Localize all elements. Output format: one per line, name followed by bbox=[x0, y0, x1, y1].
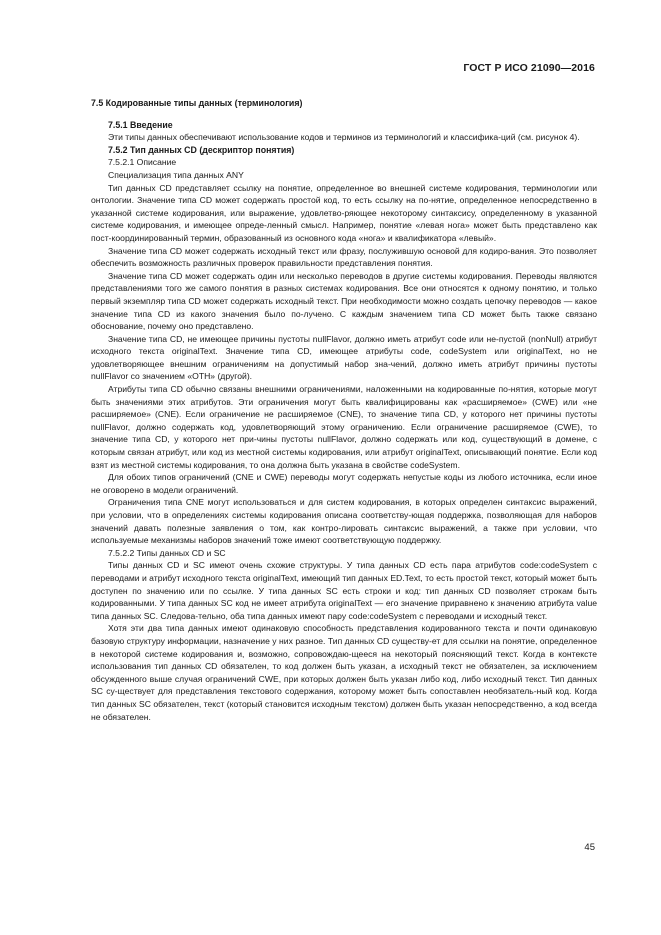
subsection-heading-7-5-2-2: 7.5.2.2 Типы данных CD и SC bbox=[108, 547, 226, 558]
paragraph-9: Хотя эти два типа данных имеют одинаковую способность представления кодированного текста и почти одинаковую базовую структуру информации, назначение у них разное. Тип данных CD существу-ет для ссылки на понятие, определенное в некоторой системе кодирования и, возможно, сопровождаю-щееся на некоторый поясняющий текст. Когда в контексте использования тип данных CD обязателен, то код должен быть указан, а исходный текст не обязателен, за исключением обсужденного выше случая ограничений CWE, при которых должен быть указан либо код, либо исходный текст. Тип данных SC су-ществует для представления текстового содержания, которому может быть сопоставлен необязатель-ный код. Когда тип данных SC обязателен, текст (который становится исходным текстом) должен быть указан непосредственно, а код всегда не обязателен. bbox=[91, 623, 597, 722]
subsection-heading-7-5-2-1: 7.5.2.1 Описание bbox=[108, 157, 177, 168]
paragraph-2: Значение типа CD может содержать исходный текст или фразу, послужившую основой для кодиро-вания. Это позволяет обеспечить возможность различных проверок правильности представления понятия. bbox=[91, 245, 597, 269]
document-body bbox=[91, 97, 597, 723]
section-heading-7-5: 7.5 Кодированные типы данных (терминология) bbox=[91, 98, 303, 108]
paragraph-7: Ограничения типа CNE могут использоваться и для систем кодирования, в которых определен синтаксис выражений, при условии, что в определениях системы кодирования описана соответству-ющая поддержка, позволяющая для наборов значений давать полезные заявления о том, как контро-лировать синтаксис выражений, а также при условии, что используемые механизмы наборов значений тоже имеют соответствующую поддержку. bbox=[91, 497, 597, 546]
paragraph-1: Тип данных CD представляет ссылку на понятие, определенное во внешней системе кодирования, терминологии или онтологии. Значение типа CD может содержать простой код, то есть ссылку на по-нятие, определенное непосредственно в указанной системе кодирования, или выражение, удовлетво-ряющее некоторому синтаксису, определенному в указанной системе кодирования, и имеющее опреде-ленный смысл. Например, понятие «левая нога» может быть представлено как пост-координированный термин, образованный из основного кода «нога» и квалификатора «левый». bbox=[91, 182, 597, 243]
specialization-line: Специализация типа данных ANY bbox=[108, 169, 244, 180]
standard-header: ГОСТ Р ИСО 21090—2016 bbox=[463, 62, 595, 74]
paragraph-8: Типы данных CD и SC имеют очень схожие структуры. У типа данных CD есть пара атрибутов code:codeSystem с переводами и атрибут исходного текста originalText, имеющий тип данных ED.Text, то есть простой текст, который может быть доступен по значению или по ссылке. У типа данных SC есть строки и код: тип данных CD позволяет строкам быть кодированными. У типа данных SC код не имеет атрибута originalText — его значение приравнено к значению атрибута value типа данных SC. Следова-тельно, оба типа данных имеют пару code:codeSystem с переводами и исходный текст. bbox=[91, 560, 597, 621]
page-number: 45 bbox=[584, 842, 595, 853]
paragraph-5: Атрибуты типа CD обычно связаны внешними ограничениями, наложенными на кодированные по-нятия, которые могут быть значениями этих атрибутов. Эти ограничения могут быть квалифицированы как «расширяемое» (CWE) или «не расширяемое» (CNE). Если ограничение не расширяемое (CNE), то значение типа CD, у которого нет причины пустоты nullFlavor, должно содержать код, удовлетворяющий этому ограничению. Если ограничение расширяемое (CWE), то значение типа CD, у которого нет при-чины пустоты nullFlavor, должно содержать или код, существующий в домене, с которым связан атрибут, или код из местной системы кодирования, или атрибут originalText, описывающий понятие. Если код взят из местной системы кодирования, то она должна быть указана в свойстве codeSystem. bbox=[91, 384, 597, 470]
paragraph-3: Значение типа CD может содержать один или несколько переводов в другие системы кодирования. Переводы являются представлениями того же самого понятия в разных системах кодирования. Все они относятся к одному понятию, и только первый экземпляр типа CD может содержать исходный текст. При необходимости можно создать цепочку переводов — какое значение типа CD из какого значения было по-лучено. С каждым значением типа CD может быть также связано обоснование, почему оно представлено. bbox=[91, 270, 597, 332]
paragraph-intro: Эти типы данных обеспечивают использование кодов и терминов из терминологий и классифика-ций (см. рисунок 4). bbox=[108, 132, 580, 143]
section-heading-7-5-2: 7.5.2 Тип данных CD (дескриптор понятия) bbox=[108, 144, 295, 155]
paragraph-4: Значение типа CD, не имеющее причины пустоты nullFlavor, должно иметь атрибут code или не-пустой (nonNull) атрибут исходного текста originalText. Значение типа CD, имеющее атрибуты code, codeSystem или originalText, но не удовлетворяющее внешним ограничениям на допустимый набор зна-чений, должно иметь атрибут причины пустоты nullFlavor со значением «OTH» (другой). bbox=[91, 333, 597, 382]
section-heading-7-5-1: 7.5.1 Введение bbox=[108, 119, 173, 130]
paragraph-6: Для обоих типов ограничений (CNE и CWE) переводы могут содержать непустые коды из любого источника, если иное не оговорено в модели ограничений. bbox=[91, 472, 597, 495]
